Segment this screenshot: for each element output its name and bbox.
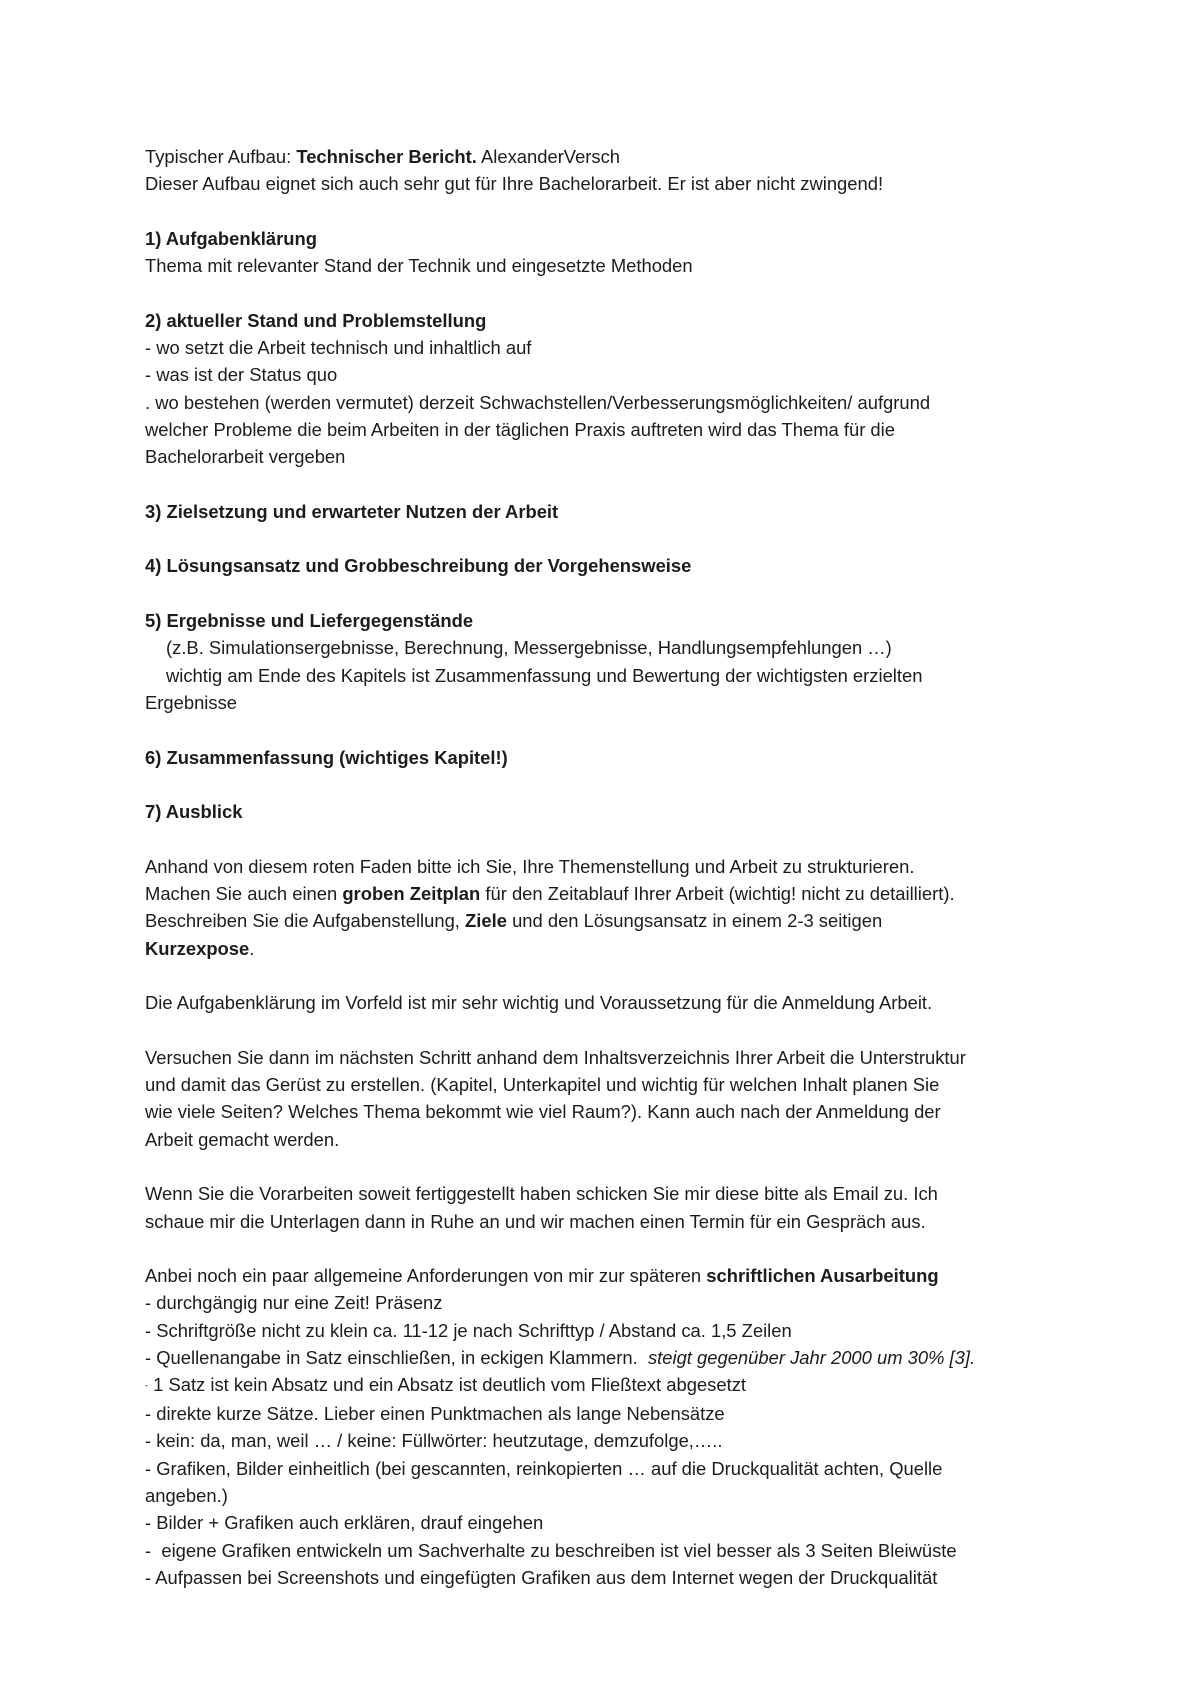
spacer — [145, 1235, 1145, 1262]
list-item: - durchgängig nur eine Zeit! Präsenz — [145, 1292, 443, 1314]
section-text-5: Ergebnisse — [145, 691, 238, 713]
paragraph-line: schaue mir die Unterlagen dann in Ruhe an und wir machen einen Termin für ein Gespräch aus. — [145, 1210, 926, 1232]
section-text-5: wichtig am Ende des Kapitels ist Zusammenfassung und Bewertung der wichtigsten erzielten — [166, 664, 923, 686]
paragraph-line: Beschreiben Sie die Aufgabenstellung, Ziele und den Lösungsansatz in einem 2-3 seitigen — [145, 910, 883, 932]
paragraph-line: Anhand von diesem roten Faden bitte ich Sie, Ihre Themenstellung und Arbeit zu strukturieren. — [145, 855, 915, 877]
author-name: AlexanderVersch — [481, 146, 621, 167]
list-item: - Grafiken, Bilder einheitlich (bei gescannten, reinkopierten … auf die Druckqualität achten, Quelle — [145, 1457, 943, 1479]
list-item: - Schriftgröße nicht zu klein ca. 11-12 je nach Schrifttyp / Abstand ca. 1,5 Zeilen — [145, 1319, 792, 1341]
paragraph-line: Die Aufgabenklärung im Vorfeld ist mir sehr wichtig und Voraussetzung für die Anmeldung Arbeit. — [145, 992, 933, 1014]
spacer — [145, 198, 1145, 225]
document-page — [145, 143, 1145, 1591]
list-item: - Aufpassen bei Screenshots und eingefügten Grafiken aus dem Internet wegen der Druckqualität — [145, 1566, 938, 1588]
list-item: - Bilder + Grafiken auch erklären, drauf eingehen — [145, 1512, 544, 1534]
list-item: - wo setzt die Arbeit technisch und inhaltlich auf — [145, 337, 532, 359]
section-heading-6: 6) Zusammenfassung (wichtiges Kapitel!) — [145, 746, 508, 768]
paragraph-line: Versuchen Sie dann im nächsten Schritt anhand dem Inhaltsverzeichnis Ihrer Arbeit die Unterstruktur — [145, 1046, 966, 1068]
section-heading-3: 3) Zielsetzung und erwarteter Nutzen der Arbeit — [145, 500, 559, 522]
spacer — [145, 771, 1145, 798]
paragraph-line: Anbei noch ein paar allgemeine Anforderungen von mir zur späteren schriftlichen Ausarbeitung — [145, 1265, 939, 1287]
section-heading-2: 2) aktueller Stand und Problemstellung — [145, 309, 487, 331]
spacer — [145, 962, 1145, 989]
paragraph-line: und damit das Gerüst zu erstellen. (Kapitel, Unterkapitel und wichtig für welchen Inhalt planen Sie — [145, 1074, 940, 1096]
paragraph-line: Kurzexpose. — [145, 937, 255, 959]
list-item: - 1 Satz ist kein Absatz und ein Absatz ist deutlich vom Fließtext abgesetzt — [145, 1374, 747, 1396]
section-heading-7: 7) Ausblick — [145, 801, 243, 823]
spacer — [145, 471, 1145, 498]
spacer — [145, 825, 1145, 852]
list-item: - was ist der Status quo — [145, 364, 338, 386]
spacer — [145, 1017, 1145, 1044]
list-item: - kein: da, man, weil … / keine: Füllwörter: heutzutage, demzufolge,….. — [145, 1430, 723, 1452]
section-text-5: (z.B. Simulationsergebnisse, Berechnung, Messergebnisse, Handlungsempfehlungen …) — [166, 637, 892, 659]
paragraph-line: Machen Sie auch einen groben Zeitplan für den Zeitablauf Ihrer Arbeit (wichtig! nicht zu detailliert). — [145, 883, 955, 905]
spacer — [145, 279, 1145, 306]
list-item: - Quellenangabe in Satz einschließen, in eckigen Klammern. steigt gegenüber Jahr 2000 um 30% [3]. — [145, 1347, 976, 1369]
spacer — [145, 580, 1145, 607]
emphasis: schriftlichen Ausarbeitung — [706, 1265, 939, 1287]
spacer — [145, 1153, 1145, 1180]
emphasis: groben Zeitplan — [342, 883, 481, 905]
header-label: Typischer Aufbau: — [145, 146, 292, 167]
list-item: - direkte kurze Sätze. Lieber einen Punktmachen als lange Nebensätze — [145, 1403, 725, 1425]
emphasis: Kurzexpose — [145, 937, 250, 959]
section-heading-4: 4) Lösungsansatz und Grobbeschreibung der Vorgehensweise — [145, 555, 692, 577]
spacer — [145, 716, 1145, 743]
list-item: . wo bestehen (werden vermutet) derzeit Schwachstellen/Verbesserungsmöglichkeiten/ aufgrund welcher Probleme die beim Arbeiten in der täglichen Praxis auftreten wird das Thema für die Bachelorarbeit vergeben — [145, 391, 931, 468]
section-text-1: Thema mit relevanter Stand der Technik und eingesetzte Methoden — [145, 255, 693, 277]
emphasis: Ziele — [465, 910, 507, 932]
example-citation: steigt gegenüber Jahr 2000 um 30% [3]. — [647, 1347, 976, 1369]
section-heading-5: 5) Ergebnisse und Liefergegenstände — [145, 610, 474, 632]
spacer — [145, 525, 1145, 552]
intro-text: Dieser Aufbau eignet sich auch sehr gut für Ihre Bachelorarbeit. Er ist aber nicht zwingend! — [145, 173, 884, 195]
document-title: Technischer Bericht. — [296, 146, 477, 167]
paragraph-line: wie viele Seiten? Welches Thema bekommt wie viel Raum?). Kann auch nach der Anmeldung der — [145, 1101, 941, 1123]
document-header — [145, 143, 1145, 170]
section-heading-1: 1) Aufgabenklärung — [145, 227, 317, 249]
paragraph-line: Wenn Sie die Vorarbeiten soweit fertiggestellt haben schicken Sie mir diese bitte als Email zu. Ich — [145, 1183, 938, 1205]
list-item: - eigene Grafiken entwickeln um Sachverhalte zu beschreiben ist viel besser als 3 Seiten Bleiwüste — [145, 1539, 957, 1561]
list-item: angeben.) — [145, 1485, 228, 1507]
paragraph-line: Arbeit gemacht werden. — [145, 1128, 340, 1150]
